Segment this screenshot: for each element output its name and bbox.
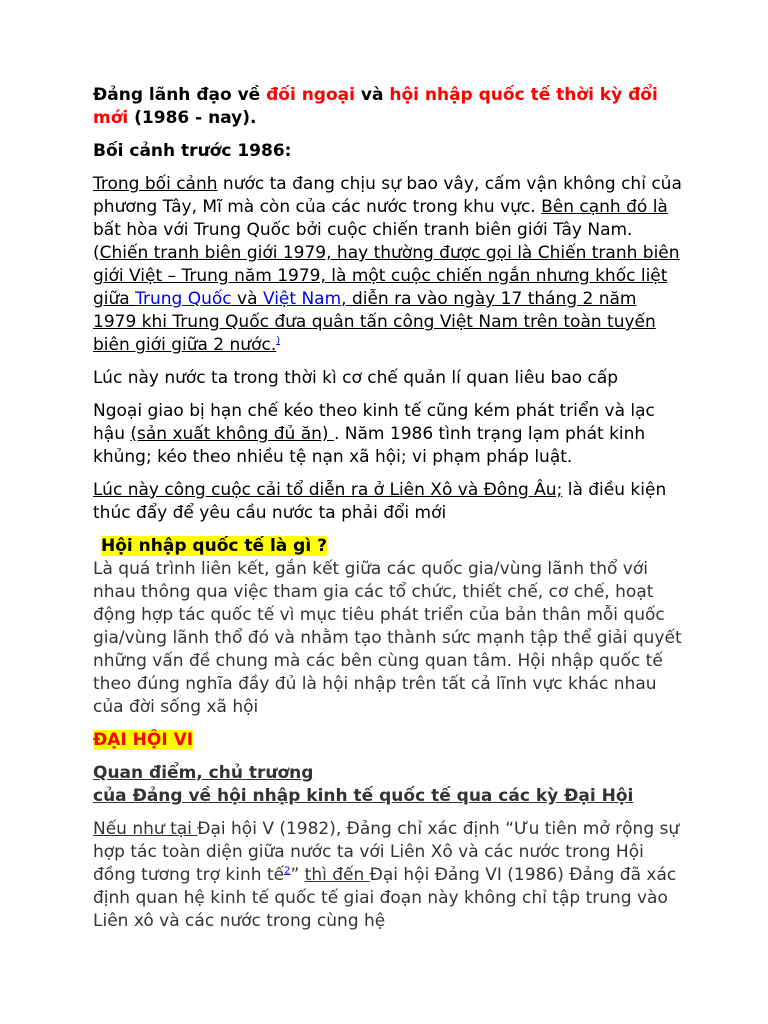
link-viet-nam[interactable]: Việt Nam — [262, 289, 342, 309]
heading-highlight-integration: hội nhập quốc tế thời kỳ đổi mới — [93, 85, 658, 128]
para1-underline-3: Chiến tranh biên giới 1979, hay thường được gọi là Chiến tranh biên giới Việt – Trung năm 1979, là một cuộc chiến ngắn nhưng khốc liệt giữa — [93, 243, 680, 309]
section-title-viewpoint-line1: Quan điểm, chủ trương — [93, 763, 314, 783]
para4-underline-1: Lúc này công cuộc cải tổ diễn ra ở Liên Xô và Đông Âu; — [93, 480, 563, 500]
para6-text-3: Đại hội Đảng VI (1986) Đảng đã xác định quan hệ kinh tế quốc tế giai đoạn này không chỉ tập trung vào Liên xô và các nước trong cùng hệ — [93, 865, 677, 931]
section-title-context: Bối cảnh trước 1986: — [93, 141, 292, 161]
section-title-integration — [93, 535, 683, 558]
para4-text-1: là điều kiện thúc đẩy để yêu cầu nước ta phải đổi mới — [93, 480, 667, 523]
para1-underline-2: Bên cạnh đó là — [541, 197, 668, 217]
para6-underline-1: Nếu như tại — [93, 819, 198, 839]
document-heading — [93, 84, 683, 130]
para1-text-2: bất hòa với Trung Quốc bởi cuộc chiến tranh biên giới Tây Nam.( — [93, 220, 633, 263]
section-title-congress-vi-text: ĐẠI HỘI VI — [93, 730, 194, 750]
para6-underline-2: thì đến — [304, 865, 370, 885]
para3-text-1: Ngoại giao bị hạn chế kéo theo kinh tế cũng kém phát triển và lạc hậu — [93, 401, 655, 444]
paragraph-reform — [93, 479, 683, 525]
paragraph-integration-definition: Là quá trình liên kết, gắn kết giữa các quốc gia/vùng lãnh thổ với nhau thông qua việc tham gia các tổ chức, thiết chế, cơ chế, hoạt động hợp tác quốc tế vì mục tiêu phát triển của bản thân mỗi quốc gia/vùng lãnh thổ đó và nhằm tạo thành sức mạnh tập thể giải quyết những vấn đề chung mà các bên cùng quan tâm. Hội nhập quốc tế theo đúng nghĩa đầy đủ là hội nhập trên tất cả lĩnh vực khác nhau của đời sống xã hội — [93, 559, 682, 717]
para1-text-1: nước ta đang chịu sự bao vây, cấm vận không chỉ của phương Tây, Mĩ mà còn của các nước trong khu vực. — [93, 174, 682, 217]
paragraph-congress-history — [93, 818, 683, 933]
paragraph-bureaucracy: Lúc này nước ta trong thời kì cơ chế quản lí quan liêu bao cấp — [93, 368, 619, 388]
section-title-viewpoint-line2: của Đảng về hội nhập kinh tế quốc tế qua các kỳ Đại Hội — [93, 786, 634, 806]
section-title-congress-vi — [93, 729, 683, 752]
document-body — [93, 84, 683, 933]
para3-text-2: . Năm 1986 tình trạng lạm phát kinh khủng; kéo theo nhiều tệ nạn xã hội; vi phạm pháp luật. — [93, 424, 646, 467]
paragraph-diplomacy — [93, 400, 683, 469]
heading-text-2: và — [354, 85, 390, 105]
para1-underline-1: Trong bối cảnh — [93, 174, 218, 194]
footnote-ref-1[interactable]: ) — [276, 335, 281, 347]
para6-text-2: ” — [290, 865, 305, 885]
footnote-ref-2[interactable]: 2 — [284, 865, 291, 877]
section-title-integration-text: Hội nhập quốc tế là gì ? — [101, 536, 327, 556]
heading-text-3: (1986 - nay). — [128, 108, 257, 128]
link-trung-quoc[interactable]: Trung Quốc — [135, 289, 232, 309]
para3-underline-1: (sản xuất không đủ ăn) — [130, 424, 334, 444]
paragraph-context — [93, 173, 683, 357]
para6-text-1: Đại hội V (1982), Đảng chỉ xác định “Ưu tiên mở rộng sự hợp tác toàn diện giữa nước ta với Liên Xô và các nước trong Hội đồng tương trợ kinh tế — [93, 819, 680, 885]
para1-underline-5: , diễn ra vào ngày 17 tháng 2 năm 1979 khi Trung Quốc đưa quân tấn công Việt Nam trên toàn tuyến biên giới giữa 2 nước. — [93, 289, 656, 355]
heading-highlight-foreign-affairs: đối ngoại — [266, 85, 355, 105]
para1-underline-4: và — [231, 289, 263, 309]
heading-text-1: Đảng lãnh đạo về — [93, 85, 267, 105]
